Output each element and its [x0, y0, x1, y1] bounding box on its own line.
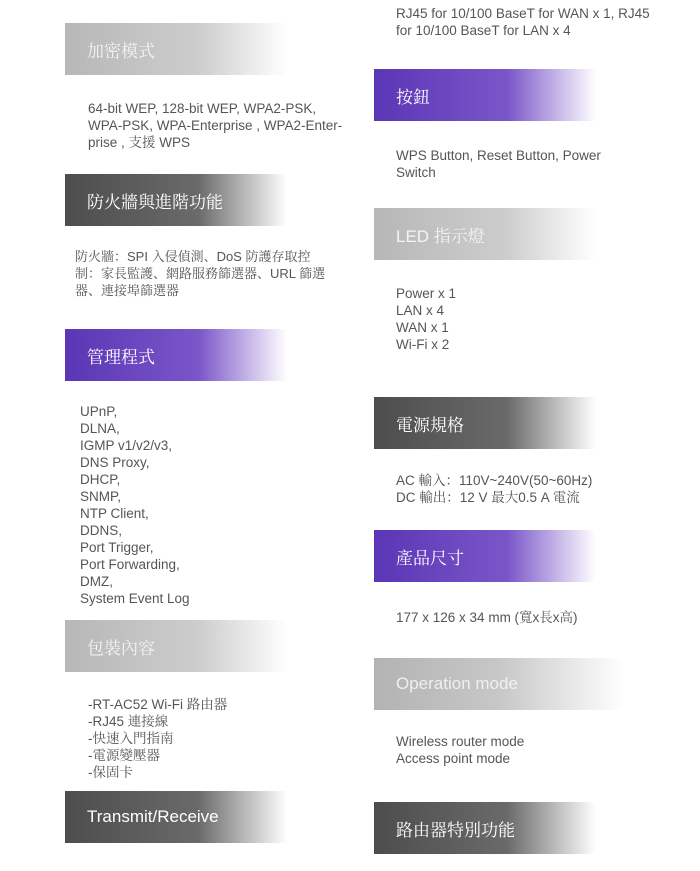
power-header: [374, 397, 596, 449]
power-title: 電源規格: [396, 415, 464, 435]
package-title: 包裝內容: [87, 638, 155, 658]
power-body: AC 輸入：110V~240V(50~60Hz) DC 輸出：12 V 最大0.5 A 電流: [396, 473, 593, 505]
size-body: 177 x 126 x 34 mm (寬x長x高): [396, 610, 578, 625]
size-header: [374, 530, 596, 582]
led-header: [374, 208, 596, 260]
buttons-title: 按鈕: [396, 87, 430, 107]
buttons-body: WPS Button, Reset Button, Power Switch: [396, 148, 601, 180]
transmit-header: [65, 791, 287, 843]
management-title: 管理程式: [87, 347, 155, 367]
led-body: Power x 1 LAN x 4 WAN x 1 Wi-Fi x 2: [396, 286, 457, 352]
package-body: -RT-AC52 Wi-Fi 路由器 -RJ45 連接線 -快速入門指南 -電源變壓器 -保固卡: [88, 697, 228, 780]
size-title: 產品尺寸: [396, 548, 464, 568]
encryption-title: 加密模式: [87, 41, 155, 61]
firewall-body: 防火牆：SPI 入侵偵測、DoS 防護存取控 制：家長監護、網路服務篩選器、URL 篩選 器、連接埠篩選器: [75, 249, 326, 298]
operation-header: [374, 658, 624, 710]
ports-body: RJ45 for 10/100 BaseT for WAN x 1, RJ45 for 10/100 BaseT for LAN x 4: [396, 6, 650, 38]
firewall-header: [65, 174, 287, 226]
encryption-header: [65, 23, 287, 75]
operation-title: Operation mode: [396, 674, 518, 693]
package-header: [65, 620, 287, 672]
special-header: [374, 802, 596, 854]
transmit-title: Transmit/Receive: [87, 807, 219, 826]
special-title: 路由器特別功能: [396, 820, 515, 840]
operation-body: Wireless router mode Access point mode: [396, 734, 525, 766]
management-body: UPnP, DLNA, IGMP v1/v2/v3, DNS Proxy, DHCP, SNMP, NTP Client, DDNS, Port Trigger, Port Forwarding, DMZ, System Event Log: [80, 404, 190, 606]
management-header: [65, 329, 287, 381]
encryption-body: 64-bit WEP, 128-bit WEP, WPA2-PSK, WPA-PSK, WPA-Enterprise , WPA2-Enter- prise , 支援 WPS: [88, 101, 343, 150]
led-title: LED 指示燈: [396, 226, 485, 246]
buttons-header: [374, 69, 596, 121]
firewall-title: 防火牆與進階功能: [87, 192, 223, 212]
